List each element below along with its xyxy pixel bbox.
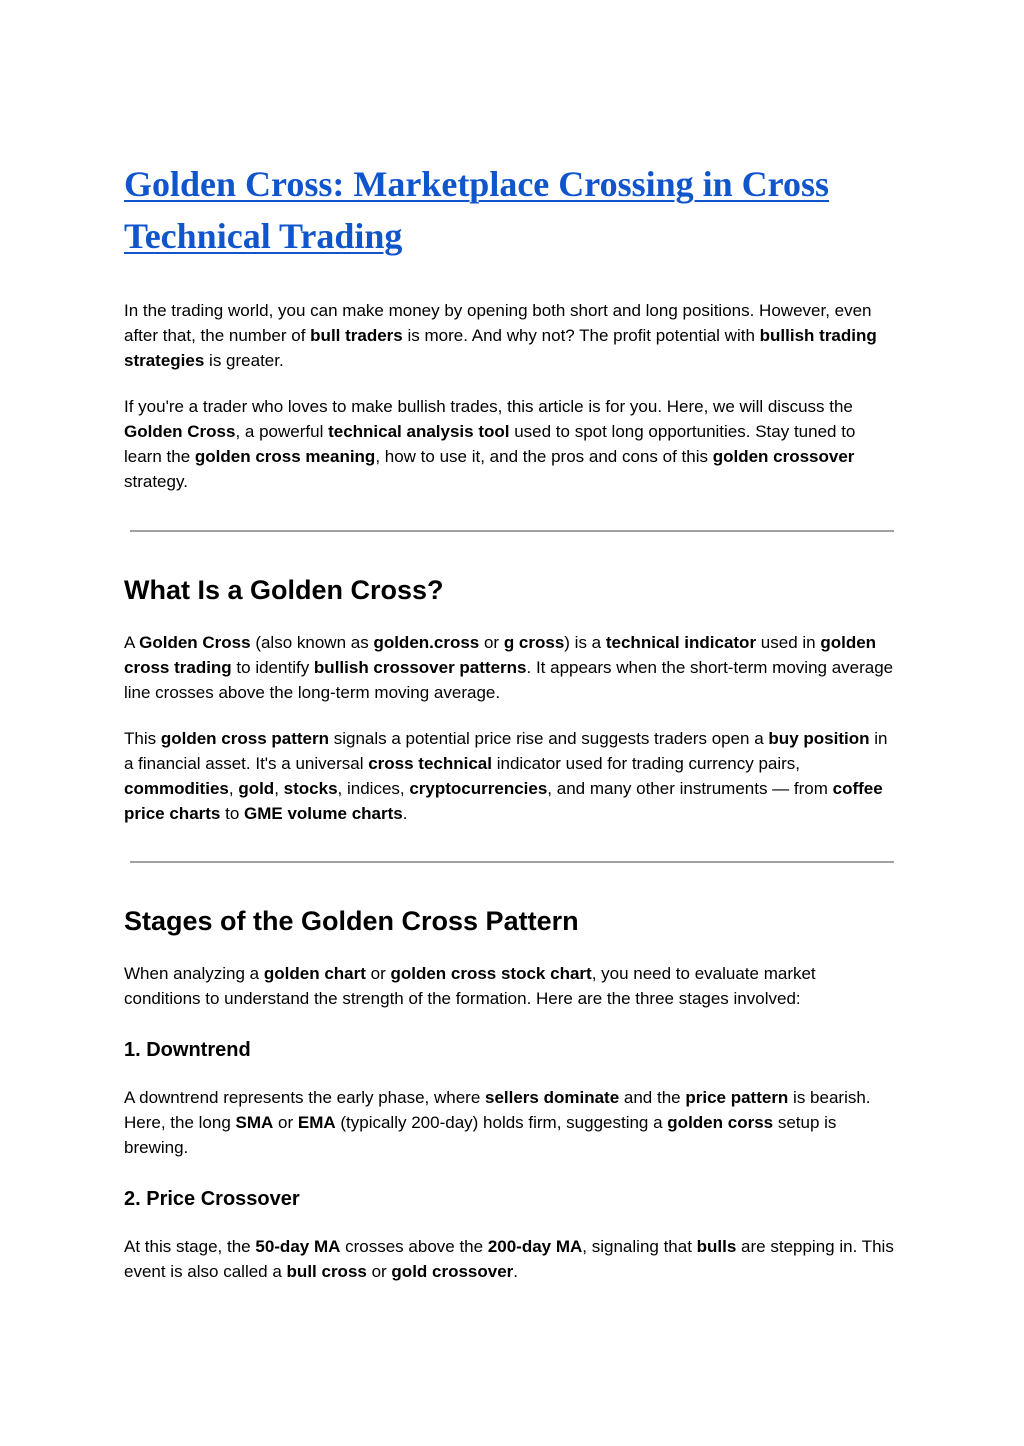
intro-paragraph-2 (124, 394, 896, 494)
what-is-paragraph-2 (124, 726, 896, 826)
text-run: , how to use it, and the pros and cons of this (375, 447, 713, 466)
text-run: is greater. (204, 351, 284, 370)
bold-term: bulls (696, 1237, 737, 1256)
text-run: is bearish. Here, the long (124, 1088, 871, 1132)
text-run: If you're a trader who loves to make bullish trades, this article is for you. Here, we will discuss the (124, 397, 853, 416)
stage-2-paragraph (124, 1234, 896, 1284)
section-heading: Stages of the Golden Cross Pattern (124, 906, 579, 936)
text-run: to (220, 804, 245, 823)
text-run: or (365, 964, 391, 983)
bold-term: price pattern (685, 1088, 789, 1107)
text-run: , a powerful (235, 422, 329, 441)
bold-term: SMA (235, 1113, 274, 1132)
section-divider (130, 861, 894, 863)
text-run: . (402, 804, 408, 823)
text-run: . It appears when the short-term moving average line crosses above the long-term moving average. (124, 658, 894, 702)
intro-paragraph-1 (124, 298, 896, 373)
text-run: . (513, 1262, 519, 1281)
document-title (124, 158, 914, 262)
text-run: , (274, 779, 284, 798)
text-run: (also known as (250, 633, 374, 652)
bold-term: gold (238, 779, 275, 798)
text-run: crosses above the (340, 1237, 488, 1256)
section-divider (130, 530, 894, 532)
section-heading: What Is a Golden Cross? (124, 575, 444, 605)
text-run: used to spot long opportunities. Stay tuned to learn the (124, 422, 856, 466)
bold-term: commodities (124, 779, 229, 798)
section-what-is (124, 572, 896, 608)
bold-term: bull cross (286, 1262, 367, 1281)
text-run: or (273, 1113, 298, 1132)
text-run: in a financial asset. It's a universal (124, 729, 888, 773)
text-run: used in (756, 633, 821, 652)
bold-term: g cross (503, 633, 565, 652)
bold-term: Golden Cross (139, 633, 251, 652)
bold-term: 200-day MA (487, 1237, 583, 1256)
bold-term: golden cross pattern (160, 729, 329, 748)
bold-term: golden.cross (373, 633, 480, 652)
text-run: signals a potential price rise and suggests traders open a (328, 729, 769, 748)
text-run: , indices, (337, 779, 410, 798)
text-run: and the (619, 1088, 686, 1107)
text-run: At this stage, the (124, 1237, 256, 1256)
stage-1-heading: 1. Downtrend (124, 1039, 251, 1061)
text-run: , and many other instruments — from (547, 779, 833, 798)
text-run: is more. And why not? The profit potential with (402, 326, 760, 345)
bold-term: golden corss (667, 1113, 774, 1132)
bold-term: golden cross meaning (194, 447, 376, 466)
bold-term: bullish trading strategies (124, 326, 877, 370)
text-run: indicator used for trading currency pairs, (491, 754, 801, 773)
bold-term: cryptocurrencies (409, 779, 548, 798)
bold-term: golden crossover (712, 447, 855, 466)
bold-term: cross technical (368, 754, 492, 773)
stages-paragraph-1 (124, 961, 896, 1011)
text-run: When analyzing a (124, 964, 264, 983)
bold-term: GME volume charts (244, 804, 403, 823)
bold-term: technical analysis tool (328, 422, 510, 441)
text-run: setup is brewing. (124, 1113, 837, 1157)
section-stages (124, 903, 896, 939)
bold-term: bullish crossover patterns (313, 658, 527, 677)
bold-term: Golden Cross (124, 422, 236, 441)
bold-term: stocks (283, 779, 338, 798)
bold-term: gold crossover (391, 1262, 514, 1281)
bold-term: EMA (297, 1113, 336, 1132)
text-run: ) is a (564, 633, 606, 652)
text-run: are stepping in. This event is also called a (124, 1237, 894, 1281)
text-run: or (479, 633, 504, 652)
what-is-paragraph-1 (124, 630, 896, 705)
title-link[interactable]: Golden Cross: Marketplace Crossing in Cross Technical Trading (124, 164, 830, 256)
text-run: strategy. (124, 472, 188, 491)
bold-term: technical indicator (605, 633, 757, 652)
stage-1-paragraph (124, 1085, 896, 1160)
text-run: This (124, 729, 161, 748)
bold-term: golden chart (263, 964, 366, 983)
text-run: A (124, 633, 140, 652)
bold-term: 50-day MA (255, 1237, 341, 1256)
text-run: (typically 200-day) holds firm, suggesting a (335, 1113, 668, 1132)
bold-term: bull traders (310, 326, 403, 345)
text-run: , (228, 779, 239, 798)
bold-term: buy position (768, 729, 870, 748)
bold-term: golden cross trading (124, 633, 877, 677)
text-run: or (366, 1262, 392, 1281)
text-run: In the trading world, you can make money by opening both short and long positions. However, even after that, the number of (124, 301, 872, 345)
text-run: , signaling that (582, 1237, 697, 1256)
bold-term: golden cross stock chart (390, 964, 592, 983)
text-run: A downtrend represents the early phase, where (124, 1088, 485, 1107)
stage-2-heading: 2. Price Crossover (124, 1188, 300, 1210)
text-run: , you need to evaluate market conditions to understand the strength of the formation. Here are the three stages involved: (124, 964, 816, 1008)
bold-term: sellers dominate (485, 1088, 620, 1107)
bold-term: coffee price charts (124, 779, 883, 823)
text-run: to identify (231, 658, 314, 677)
